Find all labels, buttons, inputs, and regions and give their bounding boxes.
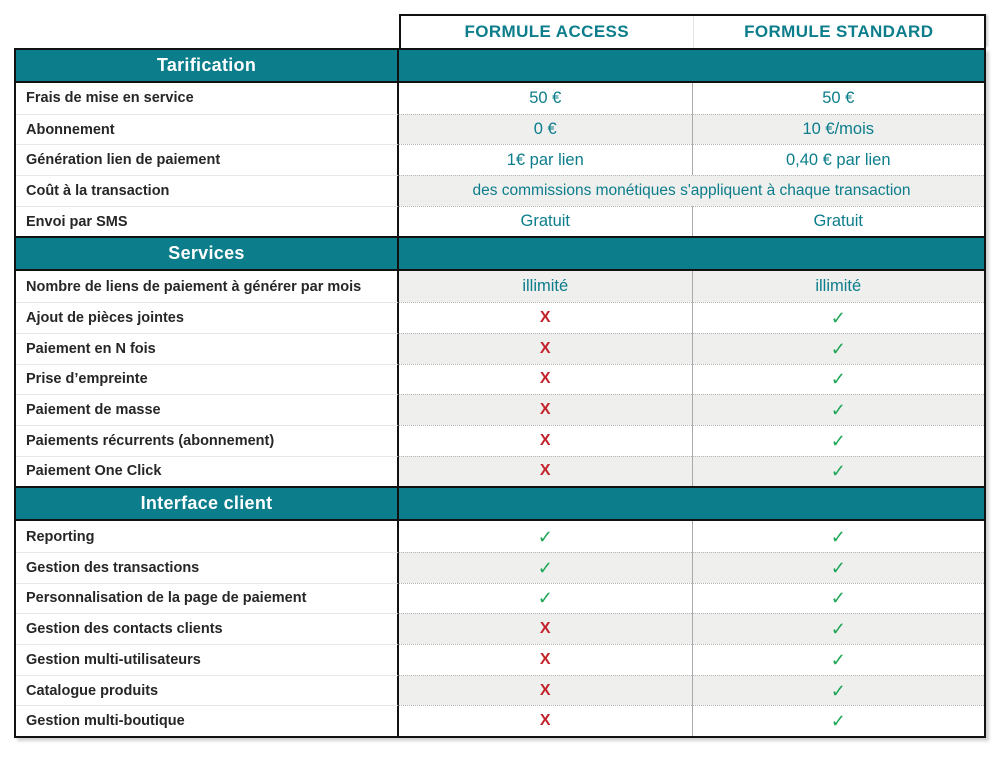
cross-icon: X xyxy=(539,650,551,668)
cross-icon: X xyxy=(539,339,551,357)
column-header-row xyxy=(14,14,986,48)
standard-value-cell xyxy=(692,271,985,302)
check-icon: ✓ xyxy=(830,526,846,547)
standard-value-cell xyxy=(692,552,985,583)
cross-icon: X xyxy=(539,620,551,638)
check-icon: ✓ xyxy=(537,588,553,609)
check-icon: ✓ xyxy=(830,338,846,359)
row-label: Envoi par SMS xyxy=(16,206,399,237)
row-label: Génération lien de paiement xyxy=(16,144,399,175)
check-icon: ✓ xyxy=(537,526,553,547)
standard-value-cell xyxy=(692,583,985,614)
corner-spacer xyxy=(14,14,399,48)
standard-value-cell xyxy=(692,644,985,675)
row-label: Paiements récurrents (abonnement) xyxy=(16,425,399,456)
check-icon: ✓ xyxy=(537,557,553,578)
cross-icon: X xyxy=(539,401,551,419)
table-row-gestion-des-contacts-clients xyxy=(16,613,984,644)
row-label: Personnalisation de la page de paiement xyxy=(16,583,399,614)
access-value-cell xyxy=(399,552,692,583)
section-title: Tarification xyxy=(16,50,399,81)
section-band xyxy=(399,488,984,519)
table-row-reporting xyxy=(16,521,984,552)
cross-icon: X xyxy=(539,712,551,730)
table-row-prise-d-empreinte xyxy=(16,364,984,395)
cross-icon: X xyxy=(539,462,551,480)
check-icon: ✓ xyxy=(830,461,846,482)
access-value-cell xyxy=(399,613,692,644)
table-row-envoi-par-sms xyxy=(16,206,984,237)
row-label: Gestion multi-boutique xyxy=(16,705,399,736)
row-label: Nombre de liens de paiement à générer par mois xyxy=(16,271,399,302)
standard-value-cell xyxy=(692,394,985,425)
check-icon: ✓ xyxy=(830,619,846,640)
section-title: Interface client xyxy=(16,488,399,519)
check-icon: ✓ xyxy=(830,430,846,451)
standard-value-cell xyxy=(692,144,985,175)
pricing-comparison-table xyxy=(14,14,986,738)
check-icon: ✓ xyxy=(830,307,846,328)
standard-value-cell xyxy=(692,333,985,364)
cell-value: 50 € xyxy=(822,88,855,107)
row-label: Frais de mise en service xyxy=(16,83,399,114)
cross-icon: X xyxy=(539,431,551,449)
table-row-personnalisation-de-la-page-de-paiement xyxy=(16,583,984,614)
standard-value-cell xyxy=(692,675,985,706)
cross-icon: X xyxy=(539,370,551,388)
table-row-paiement-one-click xyxy=(16,456,984,487)
access-value-cell xyxy=(399,83,692,114)
standard-value-cell xyxy=(692,302,985,333)
cell-value: illimité xyxy=(522,277,569,296)
row-label: Gestion des transactions xyxy=(16,552,399,583)
cross-icon: X xyxy=(539,308,551,326)
table-body xyxy=(14,48,986,738)
standard-value-cell xyxy=(692,521,985,552)
table-row-nombre-de-liens-de-paiement-a-generer-par-mois xyxy=(16,271,984,302)
access-value-cell xyxy=(399,333,692,364)
row-label: Abonnement xyxy=(16,114,399,145)
table-row-paiement-de-masse xyxy=(16,394,984,425)
access-value-cell xyxy=(399,144,692,175)
table-row-ajout-de-pieces-jointes xyxy=(16,302,984,333)
cell-value: Gratuit xyxy=(813,212,864,231)
merged-note-cell: des commissions monétiques s'appliquent à chaque transaction xyxy=(399,175,984,206)
access-value-cell xyxy=(399,705,692,736)
access-value-cell xyxy=(399,583,692,614)
cell-value: Gratuit xyxy=(520,212,571,231)
access-value-cell xyxy=(399,206,692,237)
table-row-paiement-en-n-fois xyxy=(16,333,984,364)
cell-value: 50 € xyxy=(529,88,562,107)
check-icon: ✓ xyxy=(830,588,846,609)
check-icon: ✓ xyxy=(830,400,846,421)
check-icon: ✓ xyxy=(830,557,846,578)
cross-icon: X xyxy=(539,681,551,699)
standard-value-cell xyxy=(692,83,985,114)
row-label: Prise d’empreinte xyxy=(16,364,399,395)
cell-value: illimité xyxy=(815,277,862,296)
table-row-gestion-multi-boutique xyxy=(16,705,984,736)
table-row-gestion-multi-utilisateurs xyxy=(16,644,984,675)
row-label: Gestion des contacts clients xyxy=(16,613,399,644)
access-value-cell xyxy=(399,394,692,425)
cell-value: 0 € xyxy=(533,120,557,139)
table-row-gestion-des-transactions xyxy=(16,552,984,583)
table-row-catalogue-produits xyxy=(16,675,984,706)
cell-value: 0,40 € par lien xyxy=(785,150,891,169)
section-header-interface-client xyxy=(16,486,984,521)
access-value-cell xyxy=(399,521,692,552)
row-label: Paiement de masse xyxy=(16,394,399,425)
access-value-cell xyxy=(399,364,692,395)
table-row-cout-a-la-transaction xyxy=(16,175,984,206)
check-icon: ✓ xyxy=(830,680,846,701)
access-value-cell xyxy=(399,644,692,675)
access-value-cell xyxy=(399,675,692,706)
cell-value: 1€ par lien xyxy=(506,150,584,169)
row-label: Paiement One Click xyxy=(16,456,399,487)
column-header-formule-access: FORMULE ACCESS xyxy=(464,22,630,41)
standard-value-cell xyxy=(692,705,985,736)
row-label: Paiement en N fois xyxy=(16,333,399,364)
access-value-cell xyxy=(399,114,692,145)
table-row-generation-lien-de-paiement xyxy=(16,144,984,175)
cell-value: 10 €/mois xyxy=(802,120,875,139)
check-icon: ✓ xyxy=(830,711,846,732)
row-label: Gestion multi-utilisateurs xyxy=(16,644,399,675)
row-label: Reporting xyxy=(16,521,399,552)
section-band xyxy=(399,238,984,269)
plan-headers xyxy=(399,14,986,48)
section-title: Services xyxy=(16,238,399,269)
row-label: Coût à la transaction xyxy=(16,175,399,206)
access-value-cell xyxy=(399,425,692,456)
access-value-cell xyxy=(399,456,692,487)
access-value-cell xyxy=(399,302,692,333)
standard-value-cell xyxy=(692,425,985,456)
standard-value-cell xyxy=(692,456,985,487)
access-value-cell xyxy=(399,271,692,302)
check-icon: ✓ xyxy=(830,369,846,390)
section-header-tarification xyxy=(16,48,984,83)
check-icon: ✓ xyxy=(830,649,846,670)
table-row-abonnement xyxy=(16,114,984,145)
section-band xyxy=(399,50,984,81)
table-row-frais-de-mise-en-service xyxy=(16,83,984,114)
standard-value-cell xyxy=(692,364,985,395)
standard-value-cell xyxy=(692,613,985,644)
standard-value-cell xyxy=(692,206,985,237)
table-row-paiements-recurrents-abonnement xyxy=(16,425,984,456)
row-label: Ajout de pièces jointes xyxy=(16,302,399,333)
standard-value-cell xyxy=(692,114,985,145)
section-header-services xyxy=(16,236,984,271)
row-label: Catalogue produits xyxy=(16,675,399,706)
column-header-formule-standard: FORMULE STANDARD xyxy=(693,16,985,48)
